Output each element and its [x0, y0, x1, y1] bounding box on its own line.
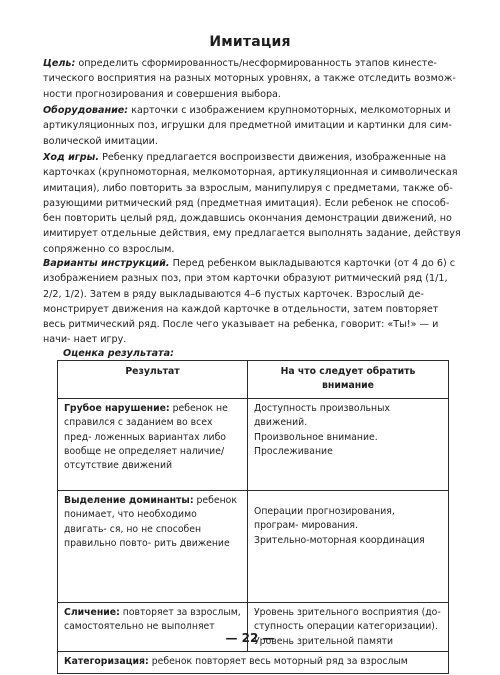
- game-text: Ребенку предлагается воспроизвести движения, изображенные на карточках (крупномоторная, мелкомоторная, артикуляционная и символическая имитация), либо повторить за взрослым, манипулируя с предметами, также об- разующими ритмический ряд (предметная имитация). Если ребенок не способ- бен повторить целый ряд, дождавшись окончания демонстрации движений, но имитирует отдельные действия, ему предлагается выполнять задание, действуя сопряженно со взрослым.: [43, 152, 461, 255]
- equipment-label: Оборудование:: [43, 105, 129, 116]
- header-attention: На что следует обратить внимание: [248, 361, 449, 399]
- table-row: [58, 652, 449, 674]
- result-desc: ребенок не справился с заданием во всех пред- ложенных вариантах либо вообще не определяет наличие/отсутствие движений: [64, 402, 228, 472]
- game-label: Ход игры.: [43, 152, 99, 163]
- header-result: Результат: [58, 361, 248, 399]
- result-term: Категоризация:: [64, 656, 149, 668]
- result-desc: повторяет за взрослым, самостоятельно не выполняет: [64, 606, 241, 633]
- attention-cell: [248, 398, 449, 490]
- page-number: — 22 —: [225, 631, 275, 645]
- evaluation-caption: Оценка результата:: [63, 348, 174, 359]
- table-row: [58, 398, 449, 490]
- variants-text: Перед ребенком выкладываются карточки (от 4 до 6) с изображением разных поз, при этом карточки образуют ритмический ряд (1/1, 2/2, 1/2). Затем в ряду выкладываются 4–6 пустых карточек. Взрослый де- монстрирует движения на каждой карточке в отдельности, затем повторяет весь ритмический ряд. После чего указывает на ребенка, говорит: «Ты!» — и начи- нает игру.: [43, 258, 456, 346]
- attention-item: Уровень зрительного восприятия (до- ступность операции категоризации).: [254, 606, 441, 633]
- result-term: Сличение:: [64, 606, 120, 618]
- goal-text: определить сформированность/несформированность этапов кинесте- тического восприятия на разных моторных уровнях, а также отследить возмож- ности прогнозирования и совершения выбора.: [43, 58, 456, 100]
- table-row: [58, 490, 449, 602]
- result-cell: [58, 398, 248, 490]
- result-desc: ребенок повторяет весь моторный ряд за взрослым: [151, 656, 408, 668]
- attention-item: Уровень зрительной памяти: [254, 635, 394, 647]
- result-term: Выделение доминанты:: [64, 494, 194, 506]
- equipment-text: карточки с изображением крупномоторных, мелкомоторных и артикуляционных поз, игрушки для предметной имитации и картинки для сим- волической имитации.: [43, 105, 452, 147]
- table-header-row: [58, 361, 449, 399]
- variants-paragraph: [43, 256, 463, 348]
- page-title: Имитация: [209, 34, 291, 50]
- variants-label: Варианты инструкций.: [43, 258, 170, 269]
- attention-item: Доступность произвольных движений.: [254, 402, 390, 429]
- attention-item: Прослеживание: [254, 446, 333, 458]
- result-term: Грубое нарушение:: [64, 402, 170, 414]
- results-table: [57, 360, 449, 674]
- result-desc: ребенок понимает, что необходимо двигать- ся, но не способен правильно повто- рить движение: [64, 494, 237, 550]
- attention-item: Операции прогнозирования, програм- мирования.: [254, 505, 395, 532]
- attention-cell: [248, 490, 449, 602]
- game-paragraph: [43, 150, 463, 257]
- goal-paragraph: [43, 56, 463, 102]
- result-cell-wide: [58, 652, 449, 674]
- attention-item: Произвольное внимание.: [254, 431, 378, 443]
- attention-item: Зрительно-моторная координация: [254, 534, 425, 546]
- equipment-paragraph: [43, 103, 463, 149]
- result-cell: [58, 490, 248, 602]
- goal-label: Цель:: [43, 58, 76, 69]
